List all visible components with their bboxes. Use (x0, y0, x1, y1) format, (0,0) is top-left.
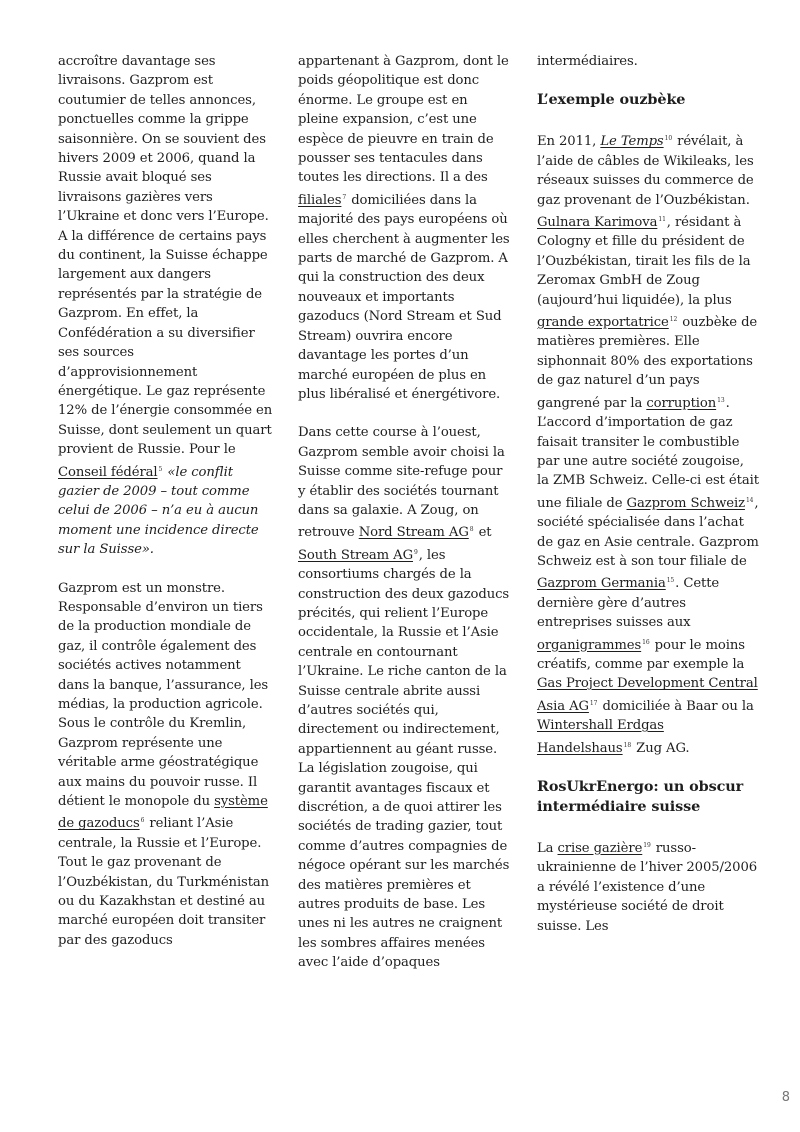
link-south-stream-ag[interactable]: South Stream AG (298, 547, 414, 563)
paragraph: accroître davantage ses livraisons. Gazprom est coutumier de telles annonces, ponctuelles comme la grippe saisonnière. On se souvient des hivers 2009 et 2006, quand la Russie avait bloqué ses livraisons gazières vers l’Ukraine et donc vers l’Europe. A la différence de certains pays du continent, la Suisse échappe largement aux dangers représentés par la stratégie de Gazprom. En effet, la Confédération a su diversifier ses sources d’approvisionnement énergétique. Le gaz représente 12% de l’énergie consommée en Suisse, dont seulement un quart provient de Russie. Pour le Conseil fédéral$^5$ «le conflit gazier de 2009 – tout comme celui de 2006 – n’a eu à aucun moment une incidence directe sur la Suisse». (58, 54, 273, 558)
link-gazprom-germania[interactable]: Gazprom Germania (537, 576, 666, 592)
link-corruption[interactable]: corruption (646, 395, 717, 411)
column-left (58, 52, 273, 969)
link-le-temps[interactable]: Le Temps (600, 134, 664, 150)
footnote-ref[interactable]: 11 (658, 216, 666, 224)
footnote-ref[interactable]: 9 (414, 548, 418, 556)
footnote-ref[interactable]: 8 (469, 526, 474, 534)
footnote-ref[interactable]: 6 (140, 817, 145, 825)
section-heading: L’exemple ouzbèke (537, 91, 686, 109)
footnote-ref[interactable]: 10 (664, 135, 673, 143)
page-number: 8 (781, 1090, 790, 1105)
link-filiales[interactable]: filiales (298, 192, 342, 208)
paragraph: appartenant à Gazprom, dont le poids géopolitique est donc énorme. Le groupe est en pleine expansion, c’est une espèce de pieuvre en train de pousser ses tentacules dans toutes les directions. Il a des filiales$^7$ domiciliées dans la majorité des pays européens où elles cherchent à augmenter les parts de marché de Gazprom. A qui la construction des deux nouveaux et importants gazoducs (Nord Stream et Sud Stream) ouvrira encore davantage les portes d’un marché européen de plus en plus libéralisé et énergétivore. (298, 54, 510, 402)
link-organigrammes[interactable]: organigrammes (537, 637, 642, 653)
link-grande-exportatrice[interactable]: grande exportatrice (537, 315, 669, 331)
footnote-ref[interactable]: 13 (717, 396, 725, 404)
link-gas-project-development[interactable]: Gas Project Development Central Asia AG (537, 676, 758, 714)
link-conseil-federal[interactable]: Conseil fédéral (58, 464, 158, 480)
link-wintershall[interactable]: Wintershall Erdgas Handelshaus (537, 718, 664, 756)
quote: «le conflit gazier de 2009 – tout comme celui de 2006 – n’a eu à aucun moment une incidence directe sur la Suisse». (58, 464, 259, 558)
footnote-ref[interactable]: 16 (642, 638, 650, 646)
paragraph: En 2011, Le Temps$^{10}$ révélait, à l’aide de câbles de Wikileaks, les réseaux suisses du commerce de gaz provenant de l’Ouzbékistan. Gulnara Karimova$^{11}$, résidant à Cologny et fille du président de l’Ouzbékistan, tirait les fils de la Zeromax GmbH de Zoug (aujourd’hui liquidée), la plus grande exportatrice$^{12}$ ouzbèke de matières premières. Elle siphonnait 80% des exportations de gaz naturel d’un pays gangrené par la corruption$^{13}$. L’accord d’importation de gaz faisait transiter le combustible par une autre société zougoise, la ZMB Schweiz. Celle-ci est était une filiale de Gazprom Schweiz$^{14}$, société spécialisée dans l’achat de gaz en Asie centrale. Gazprom Schweiz est à son tour filiale de Gazprom Germania$^{15}$. Cette dernière gère d’autres entreprises suisses aux organigrammes$^{16}$ pour le moins créatifs, comme par exemple la Gas Project Development Central Asia AG$^{17}$ domiciliée à Baar ou la Wintershall Erdgas Handelshaus$^{18}$ Zug AG. (537, 134, 759, 756)
footnote-ref[interactable]: 15 (666, 577, 675, 585)
paragraph: Dans cette course à l’ouest, Gazprom semble avoir choisi la Suisse comme site-refuge pour y établir des sociétés tournant dans sa galaxie. A Zoug, on retrouve Nord Stream $AG^8$ et South Stream $AG^9$, les consortiums chargés de la construction des deux gazoducs précités, qui relient l’Europe occidentale, la Russie et l’Asie centrale en contournant l’Ukraine. Le riche canton de la Suisse centrale abrite aussi d’autres sociétés qui, directement ou indirectement, appartiennent au géant russe. La législation zougoise, qui garantit avantages fiscaux et discrétion, a de quoi attirer les sociétés de trading gazier, tout comme d’autres compagnies de négoce opérant sur les marchés des matières premières et autres produits de base. Les unes ni les autres ne craignent les sombres affaires menées avec l’aide d’opaques (298, 425, 510, 971)
section-heading: RosUkrEnergo: un obscur intermédiaire suisse (537, 778, 744, 815)
link-nord-stream-ag[interactable]: Nord Stream AG (358, 525, 469, 541)
link-systeme-de-gazoducs[interactable]: système de gazoducs (58, 794, 268, 832)
footnote-ref[interactable]: 17 (589, 699, 598, 707)
link-crise-gaziere[interactable]: crise gazière (557, 841, 643, 856)
paragraph: La crise gazière$^{19}$ russo-ukrainienne de l’hiver 2005/2006 a révélé l’existence d’une mystérieuse société de droit suisse. Les (537, 841, 758, 934)
footnote-ref[interactable]: 5 (158, 465, 163, 473)
footnote-ref[interactable]: 7 (342, 193, 347, 201)
footnote-ref[interactable]: 12 (669, 316, 678, 324)
footnote-ref[interactable]: 14 (745, 496, 754, 504)
paragraph: Gazprom est un monstre. Responsable d’environ un tiers de la production mondiale de gaz, il contrôle également des sociétés actives notamment dans la banque, l’assurance, les médias, la production agricole. Sous le contrôle du Kremlin, Gazprom représente une véritable arme géostratégique aux mains du pouvoir russe. Il détient le monopole du système de gazoducs$^6$ reliant l’Asie centrale, la Russie et l’Europe. Tout le gaz provenant de l’Ouzbékistan, du Turkménistan ou du Kazakhstan et destiné au marché européen doit transiter par des gazoducs (58, 580, 270, 948)
column-right (537, 52, 759, 955)
link-gulnara-karimova[interactable]: Gulnara Karimova (537, 215, 658, 231)
paragraph: intermédiaires. (537, 54, 638, 69)
footnote-ref[interactable]: 18 (623, 741, 632, 749)
column-middle (298, 52, 512, 992)
footnote-ref[interactable]: 19 (643, 842, 651, 849)
link-gazprom-schweiz[interactable]: Gazprom Schweiz (626, 495, 745, 511)
